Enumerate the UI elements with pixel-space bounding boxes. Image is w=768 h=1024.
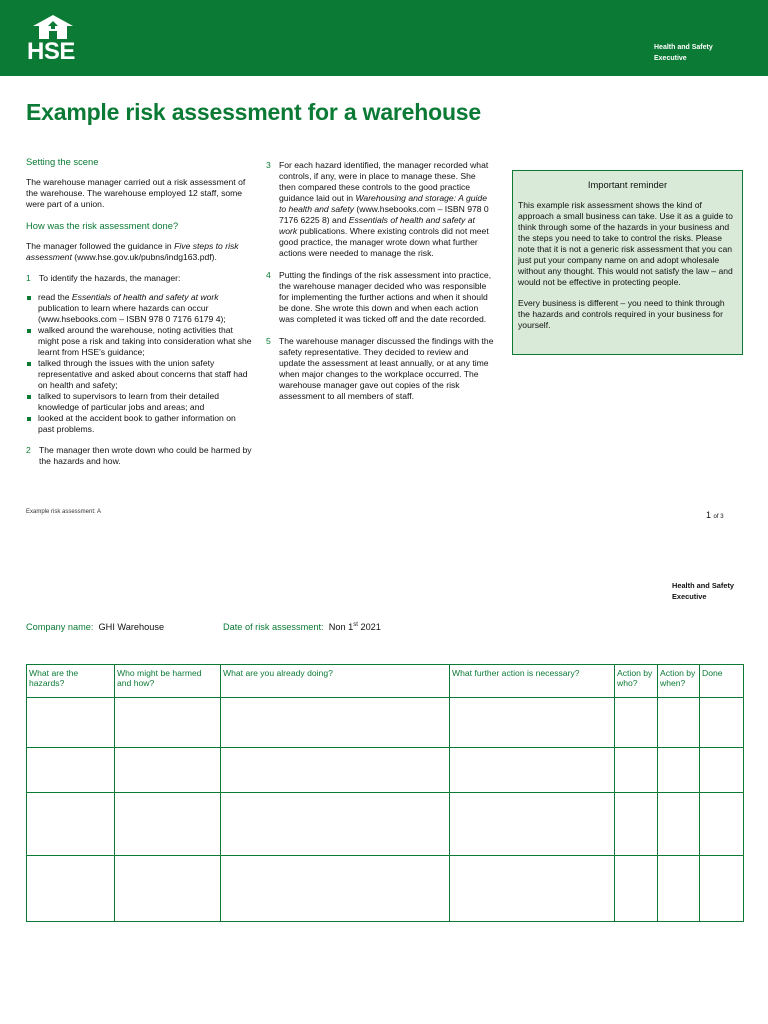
page-title: Example risk assessment for a warehouse [26,99,481,125]
table-row [27,856,744,922]
risk-assessment-table [26,664,744,922]
reminder-heading: Important reminder [587,179,668,190]
page2-org-name: Health and Safety Executive [672,581,735,601]
reminder-para-1: This example risk assessment shows the kind of approach a small business can take. Use it as a guide to think through some of the hazards in your business and the steps you need to take to control the risks. Please note that it is not a generic risk assessment that you can just put your company name on and adopt wholesale without any thought. This would not satisfy the law – and would not be effective in protecting people. [518,200,733,287]
col-header-who-harmed: Who might be harmed and how? [115,665,221,698]
col-header-action-who: Action by who? [615,665,658,698]
step-3: 3 For each hazard identified, the manager recorded what controls, if any, were in place to manage these. She then compared these controls to the good practice guidance laid out in Warehousing and storage: A guide to health and safety (www.hsebooks.com – ISBN 978 0 7176 6225 8) and Essentials of health and safety at work publications. Where existing controls did not meet good practice, the manager wrote down what further actions were needed to manage the risk. [266,160,489,258]
date-value: Non 1st 2021 [328,622,381,633]
col-header-done: Done [700,665,744,698]
important-reminder-box [512,170,743,355]
company-value: GHI Warehouse [98,622,165,632]
reminder-para-2: Every business is different – you need to think through the hazards and controls required in your business for yourself. [518,298,725,330]
footer-label: Example risk assessment: A [26,509,102,515]
list-item: talked through the issues with the union safety representative and asked about concerns that staff had on health and safety; [26,358,254,391]
scene-heading: Setting the scene [26,156,99,167]
middle-column [266,160,494,402]
assessment-date: Date of risk assessment: Non 1st 2021 [223,622,381,633]
left-column [26,156,254,467]
logo-wordmark: HSE [27,38,75,65]
col-header-already-doing: What are you already doing? [221,665,450,698]
table-header-row [27,665,744,698]
how-heading: How was the risk assessment done? [26,220,179,231]
header-banner [0,0,768,76]
step-4: 4 Putting the findings of the risk assessment into practice, the warehouse manager decided who was responsible for implementing the further actions and when it should be done. She wrote this down and when each action was completed it was ticked off and the date recorded. [266,270,492,324]
scene-text: The warehouse manager carried out a risk assessment of the warehouse. The warehouse employed 12 staff, some were part of a union. [26,177,246,209]
org-name: Health and Safety Executive [654,44,713,62]
col-header-further-action: What further action is necessary? [450,665,615,698]
hse-logo [27,14,79,64]
step-1: 1 To identify the hazards, the manager: [26,273,181,283]
table-row [27,698,744,748]
table-row [27,748,744,793]
table-row [27,793,744,856]
list-item: read the Essentials of health and safety at work publication to learn where hazards can occur (www.hsebooks.com – ISBN 978 0 7176 6179 4); [26,292,254,325]
house-arrow-icon [31,14,75,40]
step-5: 5 The warehouse manager discussed the findings with the safety representative. They decided to review and update the assessment at least annually, or at any time when major changes to the workplace occurred. The warehouse manager gave out copies of the risk assessment to all members of staff. [266,336,494,401]
list-item: talked to supervisors to learn from their detailed knowledge of particular jobs and areas; and [26,391,254,413]
list-item: walked around the warehouse, noting activities that might pose a risk and taking into consideration what she learnt from HSE's guidance; [26,325,254,358]
col-header-hazards: What are the hazards? [27,665,115,698]
step-2: 2 The manager then wrote down who could be harmed by the hazards and how. [26,445,252,466]
guidance-text: The manager followed the guidance in Five steps to risk assessment (www.hse.gov.uk/pubns/indg163.pdf). [26,241,239,262]
list-item: looked at the accident book to gather information on past problems. [26,413,254,435]
company-name: Company name: GHI Warehouse [26,622,165,632]
hazard-method-list [26,292,254,435]
col-header-action-when: Action by when? [658,665,700,698]
page-number: 1 of 3 [706,510,724,520]
